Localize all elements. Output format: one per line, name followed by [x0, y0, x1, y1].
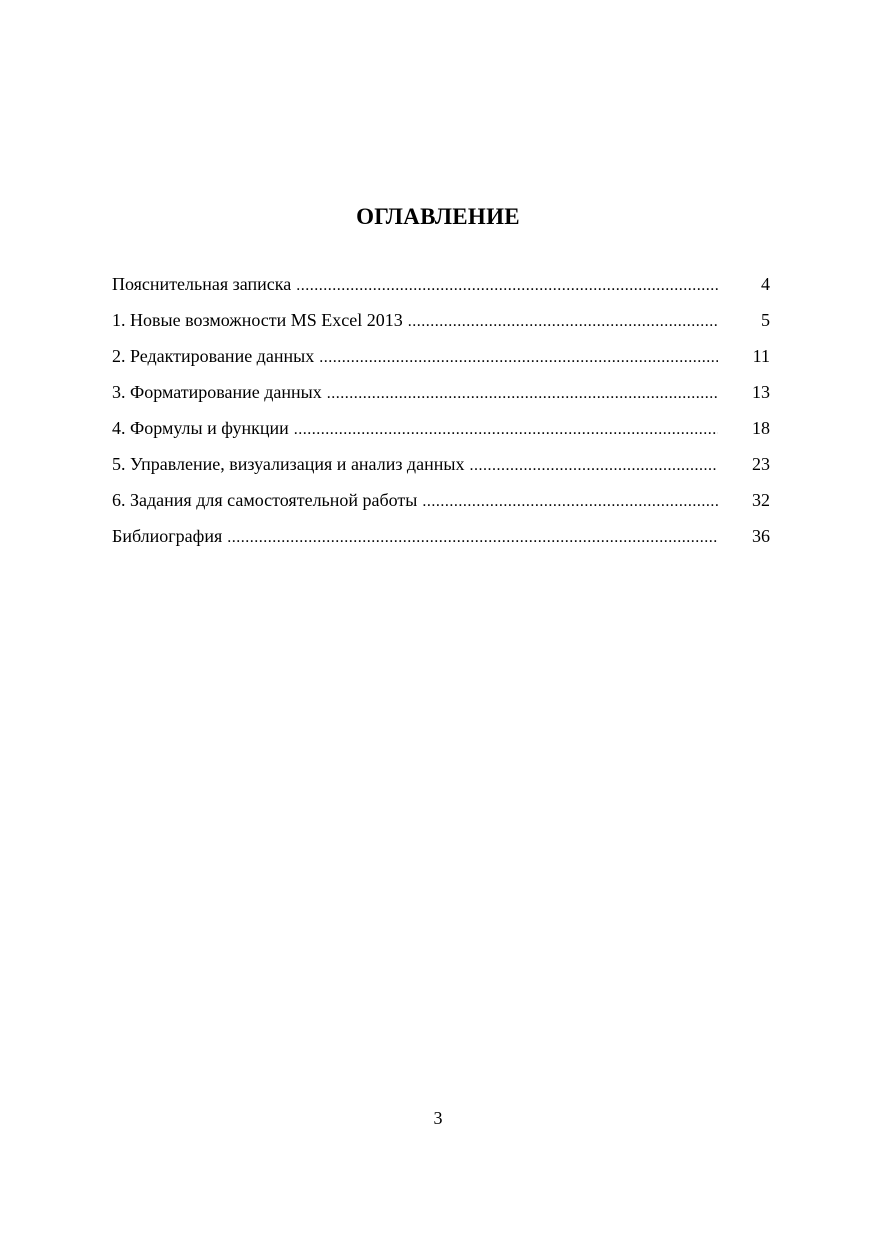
toc-entry-title: 3. Форматирование данных — [112, 382, 322, 402]
toc-entry-page: 4 — [761, 274, 770, 294]
toc-entry[interactable] — [112, 410, 770, 446]
toc-entry-page: 36 — [752, 526, 770, 546]
toc-entry-title: 2. Редактирование данных — [112, 346, 315, 366]
toc-entry[interactable] — [112, 302, 770, 338]
page-number: 3 — [433, 1108, 443, 1128]
toc-entry-page: 5 — [761, 310, 770, 330]
toc-entry-page: 18 — [752, 418, 770, 438]
toc-entry[interactable] — [112, 482, 770, 518]
toc-entry-title: Пояснительная записка — [112, 274, 292, 294]
toc-entry-page: 23 — [752, 454, 770, 474]
toc-entry[interactable] — [112, 446, 770, 482]
toc-entry-left — [112, 266, 718, 304]
toc-entry[interactable] — [112, 338, 770, 374]
toc-entry-title: 5. Управление, визуализация и анализ данных — [112, 454, 465, 474]
toc-dot-leader — [417, 484, 718, 520]
toc-entry-left — [112, 374, 718, 412]
toc-title: ОГЛАВЛЕНИЕ — [356, 204, 520, 229]
toc-entry-left — [112, 482, 718, 520]
toc-dot-leader — [403, 304, 718, 340]
toc-dot-leader — [314, 340, 718, 376]
toc-entry[interactable] — [112, 518, 770, 554]
toc-entry-page: 11 — [752, 346, 770, 366]
toc-dot-leader — [322, 376, 718, 412]
toc-entry[interactable] — [112, 374, 770, 410]
toc-entry-title: Библиография — [112, 526, 223, 546]
toc-dot-leader — [222, 520, 718, 556]
toc-entry-title: 4. Формулы и функции — [112, 418, 289, 438]
toc-dot-leader — [464, 448, 718, 484]
toc-entry-title: 1. Новые возможности MS Excel 2013 — [112, 310, 403, 330]
toc-entry-left — [112, 302, 718, 340]
toc-entry-left — [112, 410, 718, 448]
toc-dot-leader — [291, 268, 718, 304]
toc-entry[interactable] — [112, 266, 770, 302]
toc-entry-left — [112, 338, 718, 376]
toc-entry-page: 13 — [752, 382, 770, 402]
toc-entry-left — [112, 518, 718, 556]
table-of-contents — [112, 266, 770, 554]
toc-dot-leader — [289, 412, 718, 448]
toc-entry-left — [112, 446, 718, 484]
toc-entry-page: 32 — [752, 490, 770, 510]
toc-entry-title: 6. Задания для самостоятельной работы — [112, 490, 418, 510]
